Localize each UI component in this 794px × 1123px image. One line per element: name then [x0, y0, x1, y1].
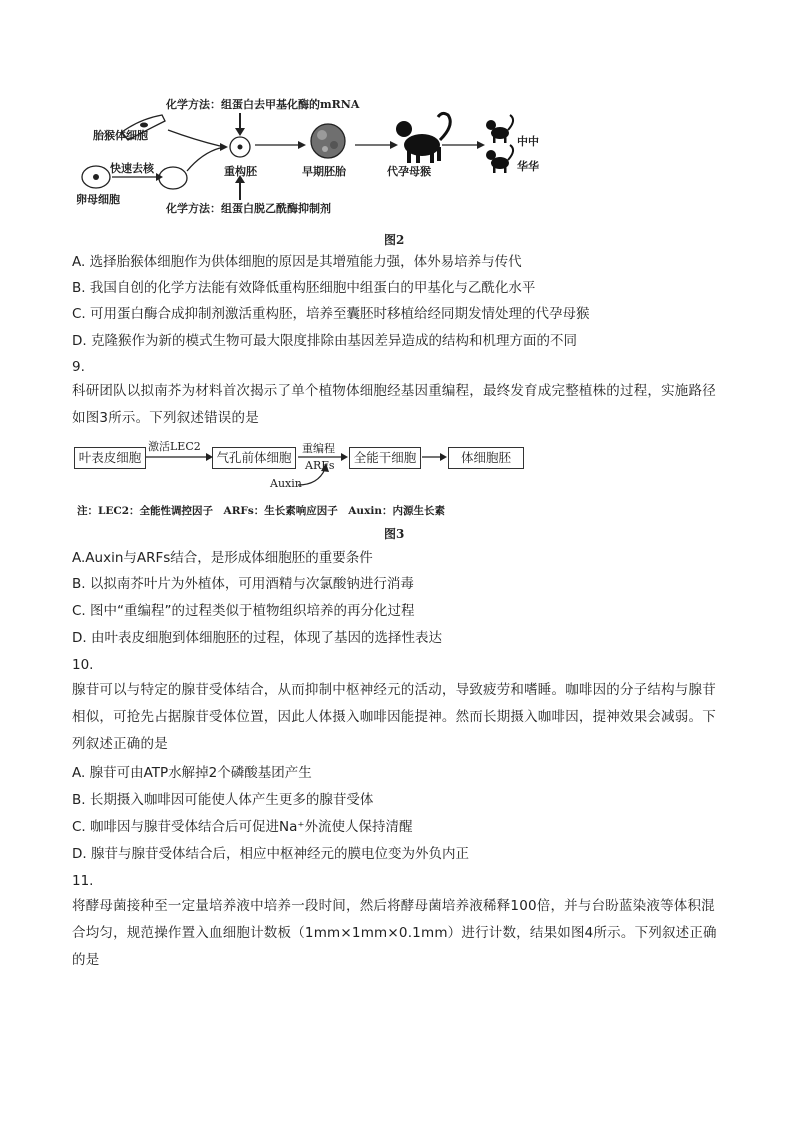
- fig3-note: 注：LEC2：全能性调控因子 ARFs：生长素响应因子 Auxin：内源生长素: [77, 505, 445, 517]
- label-early-embryo: 早期胚胎: [302, 165, 346, 178]
- q9-option-a: A.Auxin与ARFs结合，是形成体细胞胚的重要条件: [72, 550, 373, 566]
- q8-option-b: B. 我国自创的化学方法能有效降低重构胚细胞中组蛋白的甲基化与乙酰化水平: [72, 280, 536, 296]
- q10-option-d: D. 腺苷与腺苷受体结合后，相应中枢神经元的膜电位变为外负内正: [72, 846, 469, 862]
- q10-option-b: B. 长期摄入咖啡因可能使人体产生更多的腺苷受体: [72, 792, 374, 808]
- fig3-arrow1-label: 激活LEC2: [148, 440, 201, 453]
- q9-option-c: C. 图中“重编程”的过程类似于植物组织培养的再分化过程: [72, 603, 415, 619]
- q8-option-a: A. 选择胎猴体细胞作为供体细胞的原因是其增殖能力强，体外易培养与传代: [72, 254, 522, 270]
- q9-stem: 科研团队以拟南芥为材料首次揭示了单个植物体细胞经基因重编程，最终发育成完整植株的过程，实施路径如图3所示。下列叙述错误的是: [72, 383, 716, 426]
- label-surrogate: 代孕母猴: [387, 165, 431, 178]
- q11-number: 11.: [72, 873, 94, 889]
- figure-2-caption: 图2: [384, 233, 405, 247]
- label-chem-bottom: 化学方法：组蛋白脱乙酰酶抑制剂: [166, 202, 331, 215]
- fig3-box-stomatal-precursor: 气孔前体细胞: [212, 447, 296, 469]
- label-fast-enucleate: 快速去核: [110, 162, 154, 175]
- fig3-arrow2-label-top: 重编程: [302, 442, 335, 455]
- fig3-box-somatic-embryo: 体细胞胚: [448, 447, 524, 469]
- label-oocyte: 卵母细胞: [76, 193, 120, 206]
- figure-3-caption: 图3: [384, 527, 405, 541]
- q10-number: 10.: [72, 657, 94, 673]
- q11-stem: 将酵母菌接种至一定量培养液中培养一段时间，然后将酵母菌培养液稀释100倍，并与台盼蓝染液等体积混合均匀，规范操作置入血细胞计数板（1mm×1mm×0.1mm）进行计数，结果如图4所示。下列叙述正确的是: [72, 898, 717, 968]
- q9-option-d: D. 由叶表皮细胞到体细胞胚的过程，体现了基因的选择性表达: [72, 630, 442, 646]
- label-hua: 华华: [517, 160, 539, 173]
- q10-option-a: A. 腺苷可由ATP水解掉2个磷酸基团产生: [72, 765, 312, 781]
- label-zhong: 中中: [517, 135, 539, 148]
- fig3-box-leaf-epidermal: 叶表皮细胞: [74, 447, 146, 469]
- q9-option-b: B. 以拟南芥叶片为外植体，可用酒精与次氯酸钠进行消毒: [72, 576, 414, 592]
- fig3-arrow2-label-bottom: ARFs: [305, 459, 335, 472]
- fig3-box-totipotent-stem: 全能干细胞: [349, 447, 421, 469]
- label-chem-top: 化学方法：组蛋白去甲基化酶的mRNA: [166, 98, 360, 111]
- fig3-auxin-label: Auxin: [270, 477, 302, 490]
- q10-option-c: C. 咖啡因与腺苷受体结合后可促进Na⁺外流使人保持清醒: [72, 819, 413, 835]
- q8-option-c: C. 可用蛋白酶合成抑制剂激活重构胚，培养至囊胚时移植给经同期发情处理的代孕母猴: [72, 306, 590, 322]
- label-reconstructed: 重构胚: [224, 165, 257, 178]
- q9-number: 9.: [72, 359, 85, 375]
- q10-stem: 腺苷可以与特定的腺苷受体结合，从而抑制中枢神经元的活动，导致疲劳和嗜睡。咖啡因的分子结构与腺苷相似，可抢先占据腺苷受体位置，因此人体摄入咖啡因能提神。然而长期摄入咖啡因，提神效果会减弱。下列叙述正确的是: [72, 682, 716, 752]
- label-fetal-cell: 胎猴体细胞: [93, 129, 148, 142]
- q8-option-d: D. 克隆猴作为新的模式生物可最大限度排除由基因差异造成的结构和机理方面的不同: [72, 333, 577, 349]
